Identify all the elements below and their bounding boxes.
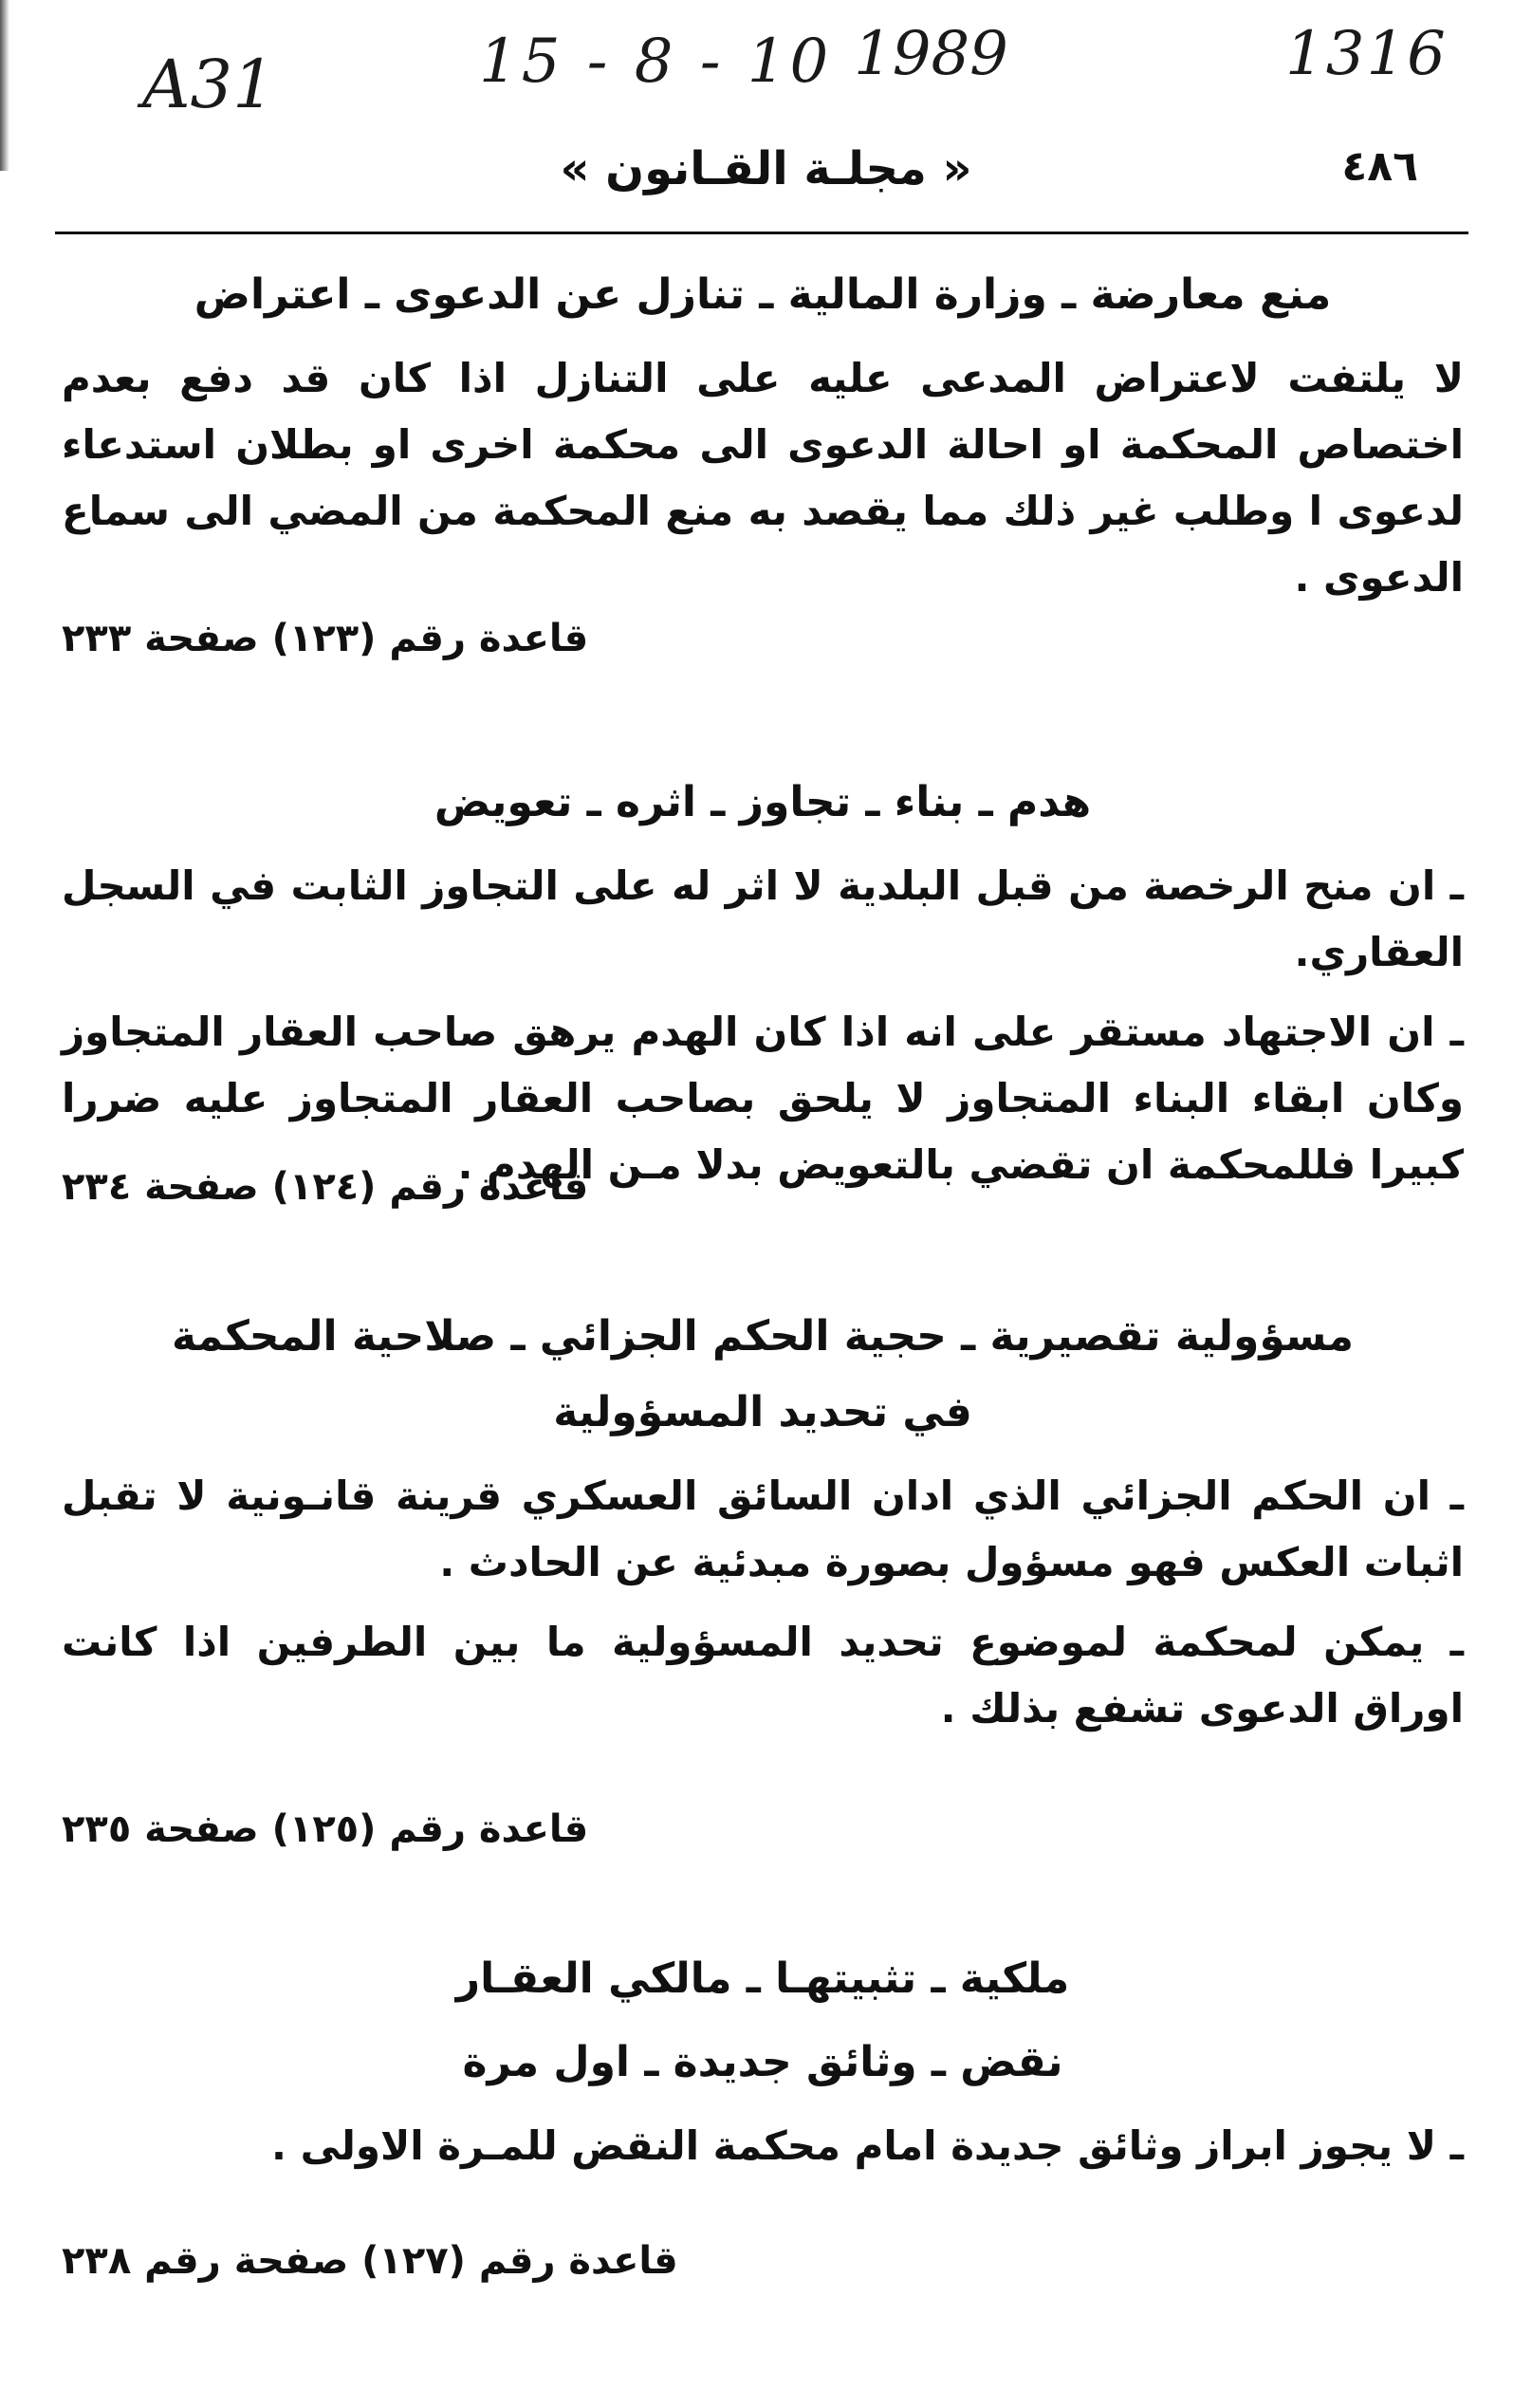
section-paragraph: ـ ان الحكم الجزائي الذي ادان السائق العسكري قرينة قانـونية لا تقبل اثبات العكس فهو مسؤول بصورة مبدئية عن الحادث . [62, 1473, 1464, 1585]
rule-reference: قاعدة رقم (١٢٤) صفحة ٢٣٤ [62, 1165, 589, 1209]
section-heading: مسؤولية تقصيرية ـ حجية الحكم الجزائي ـ صلاحية المحكمة [172, 1312, 1354, 1361]
header-divider [55, 232, 1468, 234]
section-paragraph: لا يلتفت لاعتراض المدعى عليه على التنازل اذا كان قد دفع بعدم اختصاص المحكمة او احالة الدعوى الى محكمة اخرى او بطلان استدعاء لدعوى ا وطلب غير ذلك مما يقصد به منع المحكمة من المضي الى سماع الدعوى . [62, 355, 1464, 601]
page-number: ٤٨٦ [1341, 142, 1418, 191]
rule-reference: قاعدة رقم (١٢٧) صفحة رقم ٢٣٨ [62, 2239, 678, 2283]
section-paragraph: ـ ان منح الرخصة من قبل البلدية لا اثر له على التجاوز الثابت في السجل العقاري. [62, 862, 1464, 975]
section-heading: ملكية ـ تثبيتهـا ـ مالكي العقـار [455, 1954, 1070, 2003]
handwritten-annotation-date: 15 - 8 - 10 [479, 27, 833, 97]
section-heading: منع معارضة ـ وزارة المالية ـ تنازل عن الدعوى ـ اعتراض [194, 270, 1332, 319]
section-subheading: نقض ـ وثائق جديدة ـ اول مرة [462, 2038, 1063, 2086]
ruling-section-1 [62, 266, 1464, 624]
handwritten-annotation-right: 1316 [1285, 19, 1448, 89]
section-heading: هدم ـ بناء ـ تجاوز ـ اثره ـ تعويض [434, 778, 1092, 826]
ruling-section-2 [62, 773, 1464, 1212]
handwritten-annotation-year: 1989 [854, 19, 1008, 89]
section-paragraph: ـ لا يجوز ابراز وثائق جديدة امام محكمة النقض للمـرة الاولى . [271, 2122, 1464, 2169]
handwritten-annotation-left: A31 [142, 46, 275, 123]
journal-title: « مجلـة القـانون » [560, 142, 972, 195]
ruling-section-3 [62, 1307, 1464, 1755]
section-paragraph: ـ ان الاجتهاد مستقر على انه اذا كان الهدم يرهق صاحب العقار المتجاوز وكان ابقاء البناء المتجاوز لا يلحق بصاحب العقار المتجاوز عليه ضررا كبيرا فللمحكمة ان تقضي بالتعويض بدلا مـن الهدم . [62, 1009, 1464, 1188]
section-subheading: في تحديد المسؤولية [553, 1388, 972, 1436]
ruling-section-4 [62, 1950, 1464, 2193]
section-paragraph: ـ يمكن لمحكمة لموضوع تحديد المسؤولية ما بين الطرفين اذا كانت اوراق الدعوى تشفع بذلك . [62, 1619, 1464, 1732]
rule-reference: قاعدة رقم (١٢٣) صفحة ٢٣٣ [62, 617, 589, 660]
rule-reference: قاعدة رقم (١٢٥) صفحة ٢٣٥ [62, 1807, 589, 1851]
